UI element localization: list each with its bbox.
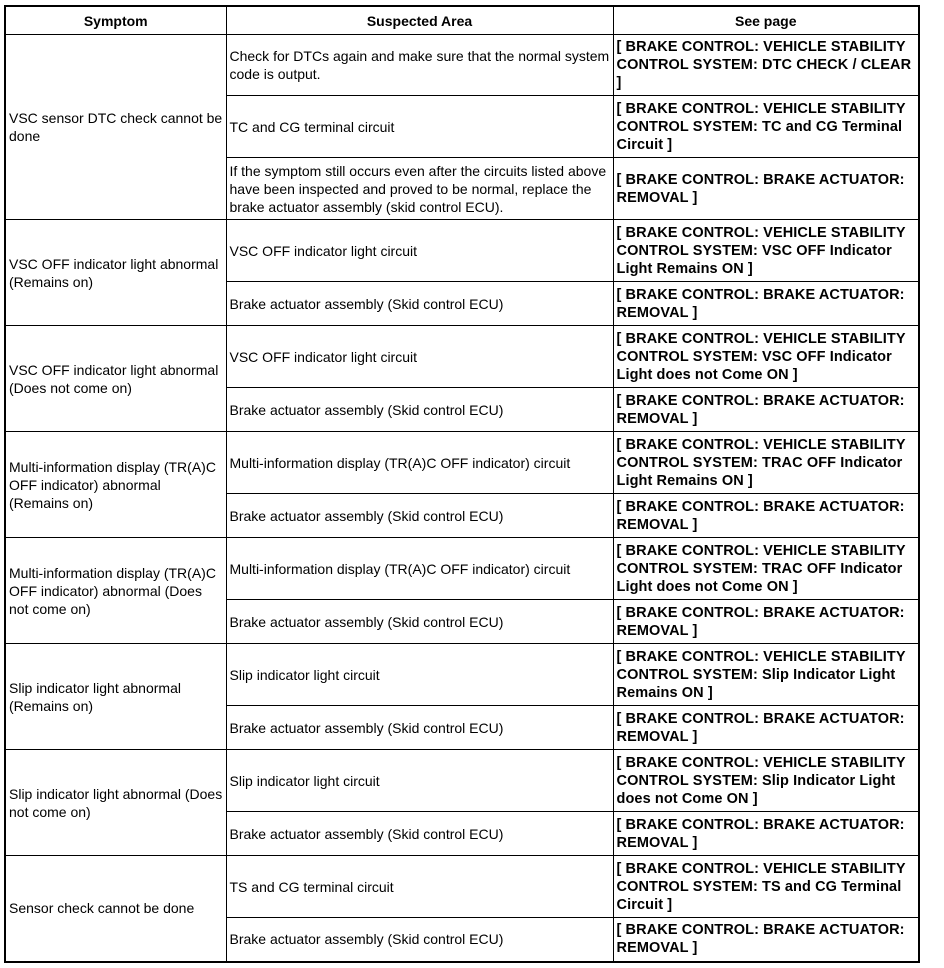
suspected-area-cell: Brake actuator assembly (Skid control ECU)	[226, 388, 613, 432]
see-page-link[interactable]: [ BRAKE CONTROL: BRAKE ACTUATOR: REMOVAL ]	[613, 600, 919, 644]
suspected-area-cell: VSC OFF indicator light circuit	[226, 326, 613, 388]
suspected-area-cell: VSC OFF indicator light circuit	[226, 220, 613, 282]
table-row	[5, 35, 919, 96]
see-page-link[interactable]: [ BRAKE CONTROL: VEHICLE STABILITY CONTROL SYSTEM: Slip Indicator Light Remains ON ]	[613, 644, 919, 706]
symptom-cell: Multi-information display (TR(A)C OFF indicator) abnormal (Remains on)	[5, 432, 226, 538]
suspected-area-cell: Brake actuator assembly (Skid control ECU)	[226, 494, 613, 538]
see-page-link[interactable]: [ BRAKE CONTROL: VEHICLE STABILITY CONTROL SYSTEM: TS and CG Terminal Circuit ]	[613, 856, 919, 918]
see-page-link[interactable]: [ BRAKE CONTROL: BRAKE ACTUATOR: REMOVAL ]	[613, 918, 919, 962]
table-row	[5, 326, 919, 388]
header-suspected-area: Suspected Area	[226, 6, 613, 35]
symptom-cell: VSC OFF indicator light abnormal (Does not come on)	[5, 326, 226, 432]
suspected-area-cell: Brake actuator assembly (Skid control ECU)	[226, 282, 613, 326]
header-see-page: See page	[613, 6, 919, 35]
see-page-link[interactable]: [ BRAKE CONTROL: VEHICLE STABILITY CONTROL SYSTEM: TC and CG Terminal Circuit ]	[613, 96, 919, 158]
see-page-link[interactable]: [ BRAKE CONTROL: VEHICLE STABILITY CONTROL SYSTEM: Slip Indicator Light does not Come ON ]	[613, 750, 919, 812]
symptom-cell: Sensor check cannot be done	[5, 856, 226, 962]
symptom-cell: VSC OFF indicator light abnormal (Remains on)	[5, 220, 226, 326]
suspected-area-cell: Brake actuator assembly (Skid control ECU)	[226, 706, 613, 750]
suspected-area-cell: Brake actuator assembly (Skid control ECU)	[226, 918, 613, 962]
suspected-area-cell: TC and CG terminal circuit	[226, 96, 613, 158]
header-symptom: Symptom	[5, 6, 226, 35]
table-row	[5, 538, 919, 600]
see-page-link[interactable]: [ BRAKE CONTROL: BRAKE ACTUATOR: REMOVAL ]	[613, 388, 919, 432]
see-page-link[interactable]: [ BRAKE CONTROL: BRAKE ACTUATOR: REMOVAL ]	[613, 158, 919, 220]
table-row	[5, 432, 919, 494]
suspected-area-cell: Multi-information display (TR(A)C OFF indicator) circuit	[226, 538, 613, 600]
see-page-link[interactable]: [ BRAKE CONTROL: VEHICLE STABILITY CONTROL SYSTEM: DTC CHECK / CLEAR ]	[613, 35, 919, 96]
suspected-area-cell: Brake actuator assembly (Skid control ECU)	[226, 600, 613, 644]
diagnosis-table	[4, 5, 920, 963]
suspected-area-cell: Slip indicator light circuit	[226, 750, 613, 812]
table-body	[5, 35, 919, 962]
see-page-link[interactable]: [ BRAKE CONTROL: BRAKE ACTUATOR: REMOVAL ]	[613, 494, 919, 538]
see-page-link[interactable]: [ BRAKE CONTROL: VEHICLE STABILITY CONTROL SYSTEM: VSC OFF Indicator Light Remains ON ]	[613, 220, 919, 282]
suspected-area-cell: Multi-information display (TR(A)C OFF indicator) circuit	[226, 432, 613, 494]
symptom-cell: Multi-information display (TR(A)C OFF indicator) abnormal (Does not come on)	[5, 538, 226, 644]
symptom-cell: VSC sensor DTC check cannot be done	[5, 35, 226, 220]
symptom-cell: Slip indicator light abnormal (Does not come on)	[5, 750, 226, 856]
table-row	[5, 750, 919, 812]
see-page-link[interactable]: [ BRAKE CONTROL: VEHICLE STABILITY CONTROL SYSTEM: TRAC OFF Indicator Light does not Come ON ]	[613, 538, 919, 600]
table-row	[5, 856, 919, 918]
see-page-link[interactable]: [ BRAKE CONTROL: BRAKE ACTUATOR: REMOVAL ]	[613, 706, 919, 750]
suspected-area-cell: If the symptom still occurs even after the circuits listed above have been inspected and proved to be normal, replace the brake actuator assembly (skid control ECU).	[226, 158, 613, 220]
table-row	[5, 644, 919, 706]
suspected-area-cell: Check for DTCs again and make sure that the normal system code is output.	[226, 35, 613, 96]
see-page-link[interactable]: [ BRAKE CONTROL: VEHICLE STABILITY CONTROL SYSTEM: TRAC OFF Indicator Light Remains ON ]	[613, 432, 919, 494]
see-page-link[interactable]: [ BRAKE CONTROL: BRAKE ACTUATOR: REMOVAL ]	[613, 282, 919, 326]
suspected-area-cell: Slip indicator light circuit	[226, 644, 613, 706]
table-row	[5, 220, 919, 282]
suspected-area-cell: Brake actuator assembly (Skid control ECU)	[226, 812, 613, 856]
symptom-cell: Slip indicator light abnormal (Remains on)	[5, 644, 226, 750]
see-page-link[interactable]: [ BRAKE CONTROL: BRAKE ACTUATOR: REMOVAL ]	[613, 812, 919, 856]
see-page-link[interactable]: [ BRAKE CONTROL: VEHICLE STABILITY CONTROL SYSTEM: VSC OFF Indicator Light does not Come ON ]	[613, 326, 919, 388]
suspected-area-cell: TS and CG terminal circuit	[226, 856, 613, 918]
header-row	[5, 6, 919, 35]
